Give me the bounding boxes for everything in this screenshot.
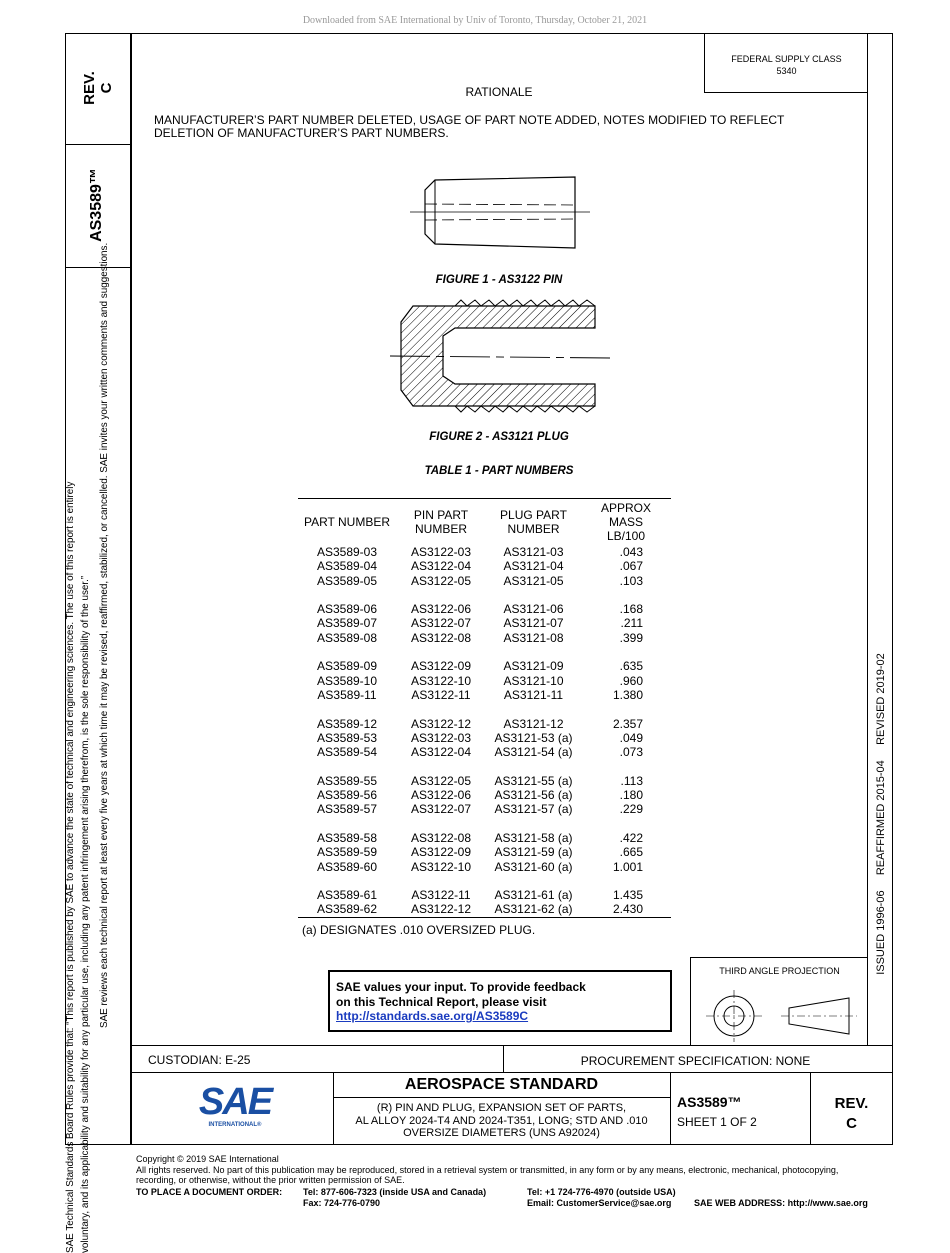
table-body bbox=[298, 545, 671, 917]
header-line: MASS bbox=[608, 515, 643, 529]
notice-line-3: SAE reviews each technical report at least every five years at which time it may be revised, reaffirmed, stabilized, or cancelled. SAE invites your written comments and suggestions. bbox=[99, 242, 110, 1028]
fsc-value: 5340 bbox=[776, 66, 797, 76]
table-title: TABLE 1 - PART NUMBERS bbox=[424, 465, 574, 477]
pin-drawing bbox=[400, 172, 600, 254]
table-cell: AS3121-04 bbox=[503, 559, 564, 574]
sheet-number: SHEET 1 OF 2 bbox=[677, 1115, 757, 1129]
row-group bbox=[298, 659, 671, 702]
side-rev-value: C bbox=[98, 82, 115, 94]
side-doc-block bbox=[65, 145, 131, 268]
fsc-label: FEDERAL SUPPLY CLASS bbox=[731, 54, 842, 64]
table-cell: .103 bbox=[619, 573, 643, 588]
title-rev-value: C bbox=[846, 1115, 857, 1132]
download-notice: Downloaded from SAE International by Univ of Toronto, Thursday, October 21, 2021 bbox=[302, 15, 648, 26]
feedback-link[interactable]: http://standards.sae.org/AS3589C bbox=[336, 1009, 529, 1023]
table-cell: .180 bbox=[619, 788, 643, 803]
tel-usa: Tel: 877-606-7323 (inside USA and Canada) bbox=[303, 1187, 487, 1197]
table-cell: AS3589-57 bbox=[316, 802, 378, 817]
issue-dates: ISSUED 1996-06 REAFFIRMED 2015-04 REVISED 2019-02 bbox=[875, 653, 887, 975]
table-cell: AS3122-07 bbox=[410, 802, 472, 817]
table-cell: AS3122-11 bbox=[411, 687, 471, 702]
table-cell: AS3589-12 bbox=[316, 716, 378, 731]
row-group bbox=[298, 774, 671, 817]
row-group bbox=[298, 602, 671, 645]
header-pin-part-number bbox=[396, 508, 486, 536]
table-cell: AS3589-59 bbox=[316, 845, 378, 860]
table-cell: AS3121-11 bbox=[503, 687, 564, 702]
table-row bbox=[298, 845, 671, 859]
description-line-3: OVERSIZE DIAMETERS (UNS A92024) bbox=[403, 1127, 600, 1139]
header-line: APPROX bbox=[600, 501, 651, 515]
table-cell: .635 bbox=[619, 659, 643, 674]
rights-line-1: All rights reserved. No part of this publication may be reproduced, stored in a retrieval system or transmitted, in any form or by any means, electronic, mechanical, photocopying, bbox=[136, 1164, 839, 1175]
table-cell: AS3121-12 bbox=[503, 716, 564, 731]
desc-divider bbox=[670, 1072, 671, 1145]
table-cell: AS3122-06 bbox=[410, 602, 472, 617]
table-cell: AS3122-08 bbox=[410, 630, 472, 645]
table-cell: .049 bbox=[619, 730, 643, 745]
table-row bbox=[298, 888, 671, 902]
table-cell: AS3122-07 bbox=[410, 616, 472, 631]
table-cell: AS3121-60 (a) bbox=[494, 859, 573, 874]
table-cell: AS3122-03 bbox=[410, 545, 472, 559]
table-row bbox=[298, 788, 671, 802]
rationale-text: MANUFACTURER’S PART NUMBER DELETED, USAGE OF PART NOTE ADDED, NOTES MODIFIED TO REFLECT DELETION OF MANUFACTURER’S PART NUMBERS. bbox=[154, 113, 785, 140]
table-cell: AS3589-08 bbox=[316, 630, 378, 645]
table-row bbox=[298, 860, 671, 874]
title-rev-label: REV. bbox=[834, 1095, 869, 1112]
table-cell: AS3122-09 bbox=[410, 659, 472, 674]
table-cell: AS3122-10 bbox=[410, 673, 472, 688]
table-cell: AS3122-04 bbox=[410, 559, 472, 574]
table-row bbox=[298, 731, 671, 745]
table-cell: AS3589-11 bbox=[317, 687, 377, 702]
row-group bbox=[298, 717, 671, 760]
feedback-line-1: SAE values your input. To provide feedback bbox=[336, 980, 586, 994]
table-cell: AS3122-12 bbox=[410, 902, 472, 917]
table-cell: AS3121-05 bbox=[503, 573, 564, 588]
header-line: NUMBER bbox=[414, 522, 467, 536]
table-cell: 1.001 bbox=[612, 859, 643, 874]
table-cell: .211 bbox=[620, 616, 643, 631]
table-row bbox=[298, 774, 671, 788]
description-line-1: (R) PIN AND PLUG, EXPANSION SET OF PARTS, bbox=[376, 1102, 627, 1114]
table-cell: AS3589-54 bbox=[316, 745, 378, 760]
side-rev-block bbox=[65, 33, 131, 145]
table-cell: AS3121-03 bbox=[503, 545, 564, 559]
table-cell: AS3589-06 bbox=[316, 602, 378, 617]
table-cell: .113 bbox=[620, 773, 643, 788]
title-doc-number: AS3589™ bbox=[677, 1094, 742, 1110]
table-row bbox=[298, 831, 671, 845]
heading-rule bbox=[333, 1097, 670, 1098]
table-cell: AS3122-12 bbox=[410, 716, 472, 731]
table-bottom-rule bbox=[298, 917, 671, 918]
table-cell: AS3589-09 bbox=[316, 659, 378, 674]
table-cell: 2.430 bbox=[612, 902, 643, 917]
header-line: PIN PART bbox=[413, 508, 469, 522]
document-description bbox=[333, 1102, 670, 1140]
table-cell: AS3121-08 bbox=[503, 630, 564, 645]
table-cell: AS3122-06 bbox=[410, 788, 472, 803]
title-rev-block bbox=[810, 1094, 893, 1134]
table-row bbox=[298, 659, 671, 673]
table-cell: AS3121-09 bbox=[503, 659, 564, 674]
side-rev-label: REV. bbox=[81, 71, 98, 105]
row-group bbox=[298, 831, 671, 874]
table-row bbox=[298, 545, 671, 559]
table-cell: AS3122-09 bbox=[410, 845, 472, 860]
title-block-rule-mid bbox=[131, 1072, 893, 1073]
fax-number: Fax: 724-776-0790 bbox=[303, 1197, 381, 1208]
row-group bbox=[298, 545, 671, 588]
table-cell: AS3122-10 bbox=[410, 859, 472, 874]
table-cell: AS3121-10 bbox=[503, 673, 564, 688]
table-row bbox=[298, 717, 671, 731]
table-cell: AS3122-08 bbox=[410, 830, 472, 845]
table-cell: AS3589-04 bbox=[316, 559, 378, 574]
header-line: NUMBER bbox=[507, 522, 560, 536]
table-cell: AS3121-56 (a) bbox=[494, 788, 573, 803]
table-cell: AS3589-58 bbox=[316, 830, 378, 845]
email-address: Email: CustomerService@sae.org bbox=[527, 1197, 672, 1208]
table-cell: .067 bbox=[619, 559, 643, 574]
feedback-line-2: on this Technical Report, please visit bbox=[336, 994, 547, 1009]
table-cell: .399 bbox=[619, 630, 643, 645]
table-cell: AS3122-05 bbox=[410, 773, 472, 788]
table-cell: AS3122-11 bbox=[411, 888, 471, 903]
copyright-line: Copyright © 2019 SAE International bbox=[136, 1154, 279, 1164]
table-row bbox=[298, 674, 671, 688]
notice-line-1: SAE Technical Standards Board Rules provide that: “This report is published by SAE to advance the state of technical and engineering sciences. The use of this report is entirely bbox=[65, 481, 76, 1253]
order-contact bbox=[527, 1187, 676, 1208]
header-approx-mass bbox=[581, 501, 671, 543]
table-header bbox=[298, 499, 671, 545]
right-date-rule bbox=[867, 33, 868, 1045]
table-cell: .073 bbox=[619, 745, 643, 760]
projection-symbol-icon bbox=[701, 986, 861, 1042]
table-footnote: (a) DESIGNATES .010 OVERSIZED PLUG. bbox=[302, 922, 536, 937]
table-cell: AS3589-07 bbox=[316, 616, 378, 631]
table-cell: AS3589-62 bbox=[316, 902, 378, 917]
figure-2-caption: FIGURE 2 - AS3121 PLUG bbox=[429, 431, 569, 443]
table-row bbox=[298, 574, 671, 588]
table-cell: AS3589-60 bbox=[316, 859, 378, 874]
table-cell: AS3122-03 bbox=[410, 730, 472, 745]
header-part-number bbox=[298, 515, 396, 529]
row-group bbox=[298, 888, 671, 917]
header-line: PART NUMBER bbox=[303, 515, 390, 529]
federal-supply-class bbox=[704, 33, 868, 93]
title-block-rule-top bbox=[131, 1045, 893, 1046]
third-angle-projection-box bbox=[690, 957, 868, 1045]
aerospace-standard-heading: AEROSPACE STANDARD bbox=[404, 1076, 599, 1093]
table-cell: AS3121-07 bbox=[503, 616, 564, 631]
sae-logo bbox=[190, 1082, 280, 1128]
table-cell: AS3121-59 (a) bbox=[494, 845, 573, 860]
description-line-2: AL ALLOY 2024-T4 AND 2024-T351, LONG; STD AND .010 bbox=[355, 1114, 648, 1127]
table-cell: AS3122-04 bbox=[410, 745, 472, 760]
header-line: LB/100 bbox=[606, 529, 646, 543]
notice-line-2: voluntary, and its applicability and suitability for any particular use, including any patent infringement arising therefrom, is the sole responsibility of the user.” bbox=[80, 575, 91, 1253]
table-row bbox=[298, 602, 671, 616]
header-plug-part-number bbox=[486, 508, 581, 536]
table-cell: AS3589-56 bbox=[316, 788, 378, 803]
table-cell: AS3121-54 (a) bbox=[494, 745, 573, 760]
tel-outside: Tel: +1 724-776-4970 (outside USA) bbox=[527, 1187, 676, 1197]
rationale-title: RATIONALE bbox=[465, 85, 533, 99]
rights-line-2: recording, or otherwise, without the prior written permission of SAE. bbox=[136, 1175, 405, 1185]
table-cell: .229 bbox=[619, 802, 643, 817]
sae-logo-subtext: INTERNATIONAL® bbox=[208, 1122, 262, 1128]
table-cell: AS3121-06 bbox=[503, 602, 564, 617]
procurement-spec: PROCUREMENT SPECIFICATION: NONE bbox=[580, 1054, 811, 1068]
header-line: PLUG PART bbox=[500, 508, 567, 522]
table-cell: 1.380 bbox=[612, 687, 643, 702]
custodian: CUSTODIAN: E-25 bbox=[148, 1053, 251, 1067]
table-cell: .665 bbox=[619, 845, 643, 860]
table-cell: AS3121-57 (a) bbox=[494, 802, 573, 817]
table-cell: AS3121-62 (a) bbox=[494, 902, 573, 917]
table-cell: AS3589-53 bbox=[316, 730, 378, 745]
table-row bbox=[298, 631, 671, 645]
web-address: SAE WEB ADDRESS: http://www.sae.org bbox=[694, 1198, 868, 1208]
footer-copyright bbox=[136, 1154, 896, 1186]
table-row bbox=[298, 802, 671, 816]
table-row bbox=[298, 902, 671, 916]
table-row bbox=[298, 559, 671, 573]
table-cell: AS3589-10 bbox=[316, 673, 378, 688]
table-cell: .422 bbox=[619, 830, 643, 845]
table-cell: AS3589-61 bbox=[316, 888, 378, 903]
sae-logo-text: SAE bbox=[198, 1081, 272, 1123]
table-cell: AS3121-58 (a) bbox=[494, 830, 573, 845]
figure-1-caption: FIGURE 1 - AS3122 PIN bbox=[435, 274, 563, 286]
table-cell: AS3589-05 bbox=[316, 573, 378, 588]
table-cell: 1.435 bbox=[612, 888, 643, 903]
table-cell: .960 bbox=[619, 673, 643, 688]
table-cell: 2.357 bbox=[612, 716, 643, 731]
projection-label: THIRD ANGLE PROJECTION bbox=[719, 966, 840, 976]
table-row bbox=[298, 688, 671, 702]
table-cell: AS3122-05 bbox=[410, 573, 472, 588]
table-cell: AS3121-61 (a) bbox=[494, 888, 573, 903]
table-cell: AS3121-53 (a) bbox=[494, 730, 573, 745]
part-number-table bbox=[298, 498, 671, 937]
plug-drawing bbox=[385, 298, 615, 416]
side-doc-number: AS3589™ bbox=[88, 168, 105, 242]
table-cell: AS3589-03 bbox=[316, 545, 378, 559]
table-cell: .043 bbox=[619, 545, 643, 559]
table-cell: .168 bbox=[619, 602, 643, 617]
table-row bbox=[298, 616, 671, 630]
order-label: TO PLACE A DOCUMENT ORDER: bbox=[136, 1187, 283, 1197]
order-phone-fax bbox=[303, 1187, 486, 1208]
table-cell: AS3121-55 (a) bbox=[494, 773, 573, 788]
feedback-box bbox=[328, 970, 672, 1032]
table-row bbox=[298, 745, 671, 759]
table-cell: AS3589-55 bbox=[316, 773, 378, 788]
